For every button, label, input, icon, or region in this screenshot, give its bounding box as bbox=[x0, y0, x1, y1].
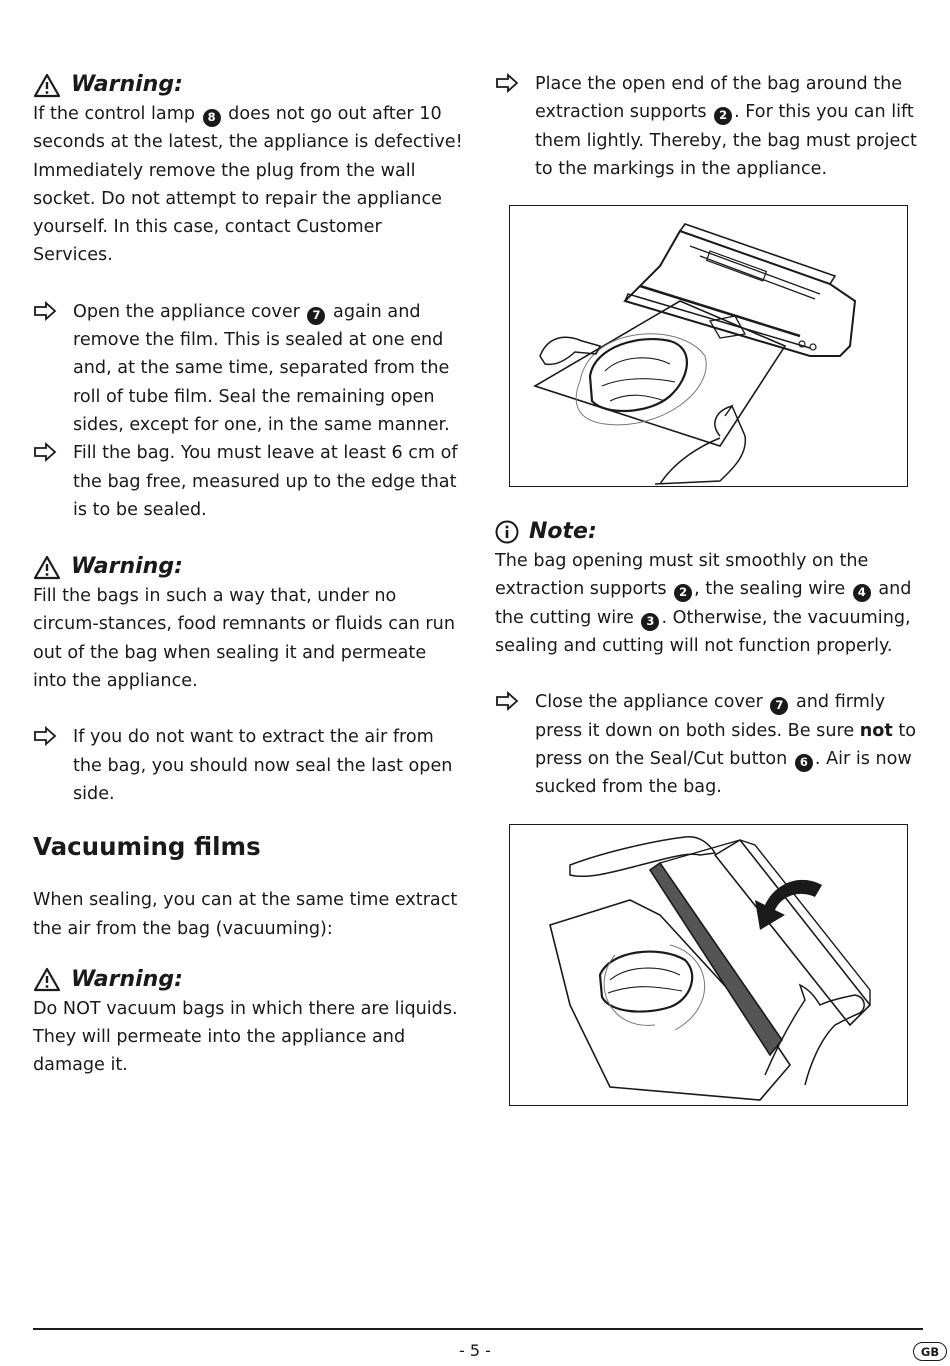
warning-title: Warning: bbox=[71, 72, 183, 97]
step-text: Close the appliance cover 7 and firmly press it down on both sides. Be sure not to press on the Seal/Cut button 6 . Air is now sucked from the bag. bbox=[535, 692, 917, 798]
info-icon bbox=[495, 520, 519, 544]
note-heading bbox=[495, 517, 925, 547]
illustration-close-cover bbox=[509, 824, 908, 1106]
number-badge: 3 bbox=[641, 613, 659, 631]
step-place-bag bbox=[495, 70, 925, 183]
warning-icon bbox=[33, 967, 61, 992]
arrow-right-icon bbox=[495, 73, 519, 93]
note-block bbox=[495, 517, 925, 660]
section-text: When sealing, you can at the same time extract the air from the bag (vacuuming): bbox=[33, 890, 458, 939]
number-badge: 2 bbox=[674, 584, 692, 602]
warning-heading bbox=[33, 70, 463, 100]
warning-block-2 bbox=[33, 552, 463, 695]
arrow-right-icon bbox=[33, 726, 57, 746]
arrow-right-icon bbox=[33, 442, 57, 462]
number-badge: 7 bbox=[770, 697, 788, 715]
section-title: Vacuuming films bbox=[33, 832, 261, 862]
emphasis: not bbox=[859, 720, 893, 741]
note-title: Note: bbox=[529, 519, 597, 545]
page-number: - 5 - bbox=[459, 1341, 491, 1360]
step-text: Place the open end of the bag around the extraction supports 2 . For this you can lift them lightly. Thereby, the bag must project to the markings in the appliance. bbox=[535, 74, 917, 179]
warning-heading bbox=[33, 965, 463, 995]
right-column bbox=[495, 70, 925, 1106]
warning-block-3 bbox=[33, 965, 463, 1080]
step-close-cover bbox=[495, 688, 925, 801]
number-badge: 8 bbox=[203, 109, 221, 127]
warning-title: Warning: bbox=[71, 966, 183, 992]
warning-text: If the control lamp 8 does not go out after 10 seconds at the latest, the appliance is defective! Immediately remove the plug from the wall socket. Do not attempt to repair the appliance yourself. In this case, contact Customer Services. bbox=[33, 104, 463, 266]
footer-divider bbox=[33, 1328, 923, 1330]
warning-heading bbox=[33, 552, 463, 582]
warning-text: Do NOT vacuum bags in which there are liquids. They will permeate into the appliance and damage it. bbox=[33, 998, 458, 1076]
number-badge: 7 bbox=[307, 307, 325, 325]
number-badge: 4 bbox=[853, 584, 871, 602]
warning-title: Warning: bbox=[71, 554, 183, 580]
warning-block-1 bbox=[33, 70, 463, 270]
number-badge: 6 bbox=[795, 754, 813, 772]
step-open-cover bbox=[33, 298, 463, 439]
warning-icon bbox=[33, 73, 61, 98]
note-text: The bag opening must sit smoothly on the extraction supports 2 , the sealing wire 4 and the cutting wire 3 . Otherwise, the vacuuming, sealing and cutting will not function properly. bbox=[495, 551, 912, 657]
step-fill-bag bbox=[33, 439, 463, 524]
warning-icon bbox=[33, 555, 61, 580]
illustration-bag-placement bbox=[509, 205, 908, 487]
number-badge: 2 bbox=[714, 107, 732, 125]
warning-text: Fill the bags in such a way that, under no circum-stances, food remnants or fluids can run out of the bag when sealing it and permeate into the appliance. bbox=[33, 586, 455, 692]
step-seal-last-side bbox=[33, 723, 463, 808]
left-column bbox=[33, 70, 463, 1080]
arrow-right-icon bbox=[495, 691, 519, 711]
language-badge: GB bbox=[913, 1342, 947, 1361]
step-text: Fill the bag. You must leave at least 6 cm of the bag free, measured up to the edge that is to be sealed. bbox=[73, 443, 458, 520]
step-text: If you do not want to extract the air from the bag, you should now seal the last open side. bbox=[73, 727, 453, 804]
arrow-right-icon bbox=[33, 301, 57, 321]
step-text: Open the appliance cover 7 again and remove the film. This is sealed at one end and, at the same time, separated from the roll of tube film. Seal the remaining open sides, except for one, in the same manner. bbox=[73, 301, 450, 435]
